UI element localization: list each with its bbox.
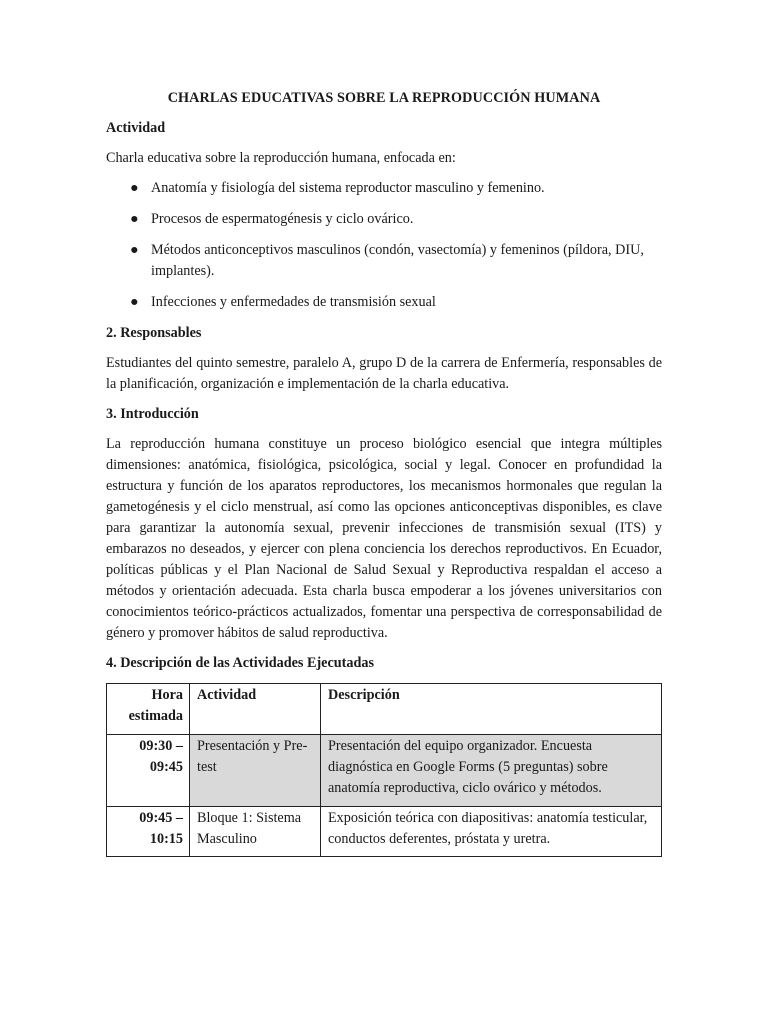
intro-text: La reproducción humana constituye un proceso biológico esencial que integra múltiples dimensiones: anatómica, fisiológica, psicológica, social y legal. Conocer en profundidad la estructura y función de los aparatos reproductores, los mecanismos hormonales que regulan la gametogénesis y el ciclo menstrual, así como las opciones anticonceptivas disponibles, es clave para garantizar la autonomía sexual, prevenir infecciones de transmisión sexual (ITS) y embarazos no deseados, y ejercer con plena conciencia los derechos reproductivos. En Ecuador, políticas públicas y el Plan Nacional de Salud Sexual y Reproductiva respaldan el acceso a métodos y orientación adecuada. Esta charla busca empoderar a los jóvenes universitarios con conocimientos teórico-prácticos actualizados, fomentar una perspectiva de corresponsabilidad de género y promover hábitos de salud reproductiva.	[106, 436, 662, 641]
cell-hora: 09:45 – 10:15	[107, 807, 190, 857]
responsables-heading: 2. Responsables	[106, 325, 202, 341]
list-item	[106, 292, 662, 313]
table-row	[107, 735, 662, 807]
activity-heading: Actividad	[106, 120, 166, 136]
cell-descripcion: Exposición teórica con diapositivas: anatomía testicular, conductos deferentes, próstata y uretra.	[321, 807, 662, 857]
activities-heading: 4. Descripción de las Actividades Ejecutadas	[106, 655, 374, 671]
list-item	[106, 209, 662, 230]
bullet-icon: ●	[130, 294, 139, 310]
cell-actividad: Bloque 1: Sistema Masculino	[190, 807, 321, 857]
document-title: CHARLAS EDUCATIVAS SOBRE LA REPRODUCCIÓN HUMANA	[167, 90, 601, 106]
list-item-text: Infecciones y enfermedades de transmisión sexual	[151, 294, 436, 310]
list-item	[106, 240, 662, 282]
activity-intro: Charla educativa sobre la reproducción humana, enfocada en:	[106, 150, 456, 166]
intro-heading: 3. Introducción	[106, 406, 199, 422]
bullet-icon: ●	[130, 180, 139, 196]
list-item	[106, 178, 662, 199]
table-row	[107, 807, 662, 857]
cell-hora: 09:30 – 09:45	[107, 735, 190, 807]
header-actividad: Actividad	[190, 684, 321, 735]
document-page	[106, 88, 662, 857]
activities-table	[106, 683, 662, 857]
topic-list	[106, 178, 662, 313]
bullet-icon: ●	[130, 242, 139, 258]
list-item-text: Procesos de espermatogénesis y ciclo ovárico.	[151, 211, 414, 227]
bullet-icon: ●	[130, 211, 139, 227]
cell-actividad: Presentación y Pre-test	[190, 735, 321, 807]
list-item-text: Anatomía y fisiología del sistema reproductor masculino y femenino.	[151, 180, 545, 196]
responsables-text: Estudiantes del quinto semestre, paralelo A, grupo D de la carrera de Enfermería, responsables de la planificación, organización e implementación de la charla educativa.	[106, 355, 662, 392]
cell-descripcion: Presentación del equipo organizador. Encuesta diagnóstica en Google Forms (5 preguntas) sobre anatomía reproductiva, ciclo ovárico y métodos.	[321, 735, 662, 807]
list-item-text: Métodos anticonceptivos masculinos (condón, vasectomía) y femeninos (píldora, DIU, implantes).	[151, 242, 644, 279]
table-header-row	[107, 684, 662, 735]
header-descripcion: Descripción	[321, 684, 662, 735]
header-hora: Hora estimada	[107, 684, 190, 735]
